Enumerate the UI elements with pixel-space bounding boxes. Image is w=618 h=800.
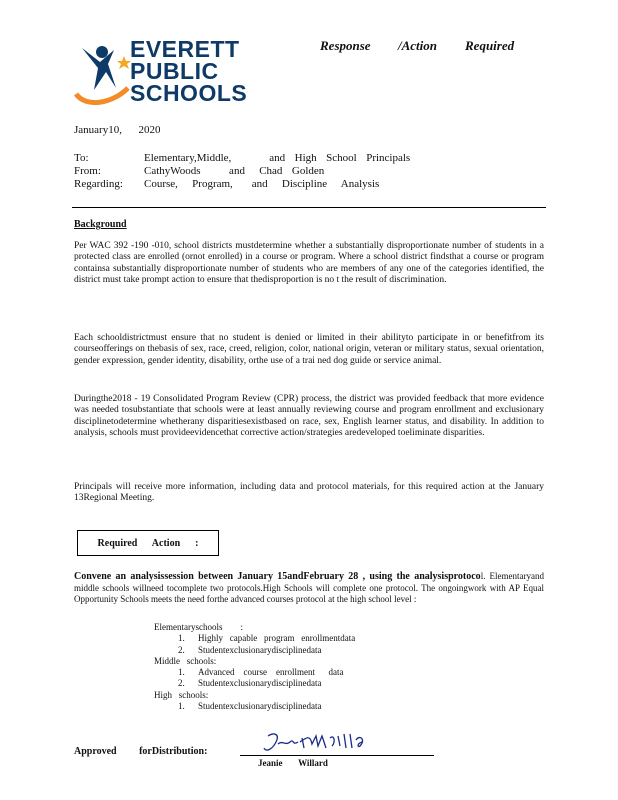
header-action: /Action [398, 38, 438, 53]
background-paragraph-2: Each schooldistrictmust ensure that no student is denied or limited in their abilityto participate in or benefitfrom its courseofferings on thebasis of sex, race, creed, religion, color, national origin, veteran or military status, sexual orientation, gender expression, gender identity, disability, orthe use of a trai ned dog guide or service animal. [74, 333, 544, 366]
list-item: High schools: [138, 690, 355, 701]
list-item: 2. Studentexclusionarydisciplinedata [178, 678, 322, 689]
header-response: Response [320, 38, 371, 53]
from-value: CathyWoods and Chad Golden [144, 165, 325, 177]
list-item: 2. Studentexclusionarydisciplinedata [178, 644, 322, 655]
memo-date: January10, 2020 [74, 124, 161, 136]
logo-figure-icon [72, 38, 132, 110]
required-action-label: Required Action : [97, 537, 199, 549]
list-item: Middle schools: [138, 656, 355, 667]
background-paragraph-4: Principals will receive more information, including data and protocol materials, for this required action at the January 13Regional Meeting. [74, 482, 544, 504]
header-required: Required [465, 38, 515, 53]
convene-rest: l. Elementaryand middle schools willneed tocomplete two protocols.High Schools will complete one protocol. The ongoingwork with AP Equal Opportunity Schools meets the need forthe advanced courses protocol at the high school level : [74, 571, 544, 604]
to-label: To: [74, 152, 89, 164]
to-value: Elementary,Middle, and High School Principals [144, 152, 411, 164]
background-heading: Background [74, 219, 127, 230]
school-category-list [138, 622, 355, 712]
district-logo [72, 38, 252, 110]
from-label: From: [74, 165, 101, 177]
list-item: 1. Advanced course enrollment data [178, 667, 344, 678]
regarding-label: Regarding: [74, 178, 123, 190]
list-item: 1. Studentexclusionarydisciplinedata [178, 701, 322, 712]
convene-lead: Convene an analysissession between January 15andFebruary 28 , using the analysisprotoco [74, 571, 481, 582]
background-paragraph-3: Duringthe2018 - 19 Consolidated Program Review (CPR) process, the district was provided feedback that more evidence was needed tosubstantiate that schools were at least annually reviewing course and program enrollment and exclusionary disciplinetodetermine whetherany disparitiesexistbased on race, sex, English learner status, and disability. In addition to analysis, schools must provideevidencethat corrective action/strategies aredeveloped toeliminate disparities. [74, 394, 544, 438]
approved-label: Approved forDistribution: [74, 746, 208, 757]
memo-header-block [74, 152, 410, 191]
bullet-icon [138, 690, 154, 701]
bullet-icon [138, 656, 154, 667]
list-item: Elementaryschools : [138, 622, 355, 633]
logo-wordmark: EVERETT PUBLIC SCHOOLS [130, 36, 248, 106]
bullet-icon [138, 622, 154, 633]
signer-name: Jeanie Willard [258, 758, 328, 768]
signature-image [262, 730, 372, 761]
list-item: 1. Highly capable program enrollmentdata [178, 633, 356, 644]
convene-paragraph [74, 571, 544, 606]
signature-line [240, 755, 434, 756]
divider [72, 207, 546, 208]
required-action-box [77, 530, 219, 556]
background-paragraph-1: Per WAC 392 -190 -010, school districts mustdetermine whether a substantially disproportionate number of students in a protected class are enrolled (ornot enrolled) in a course or program. Where a school district findsthat a course or program containsa substantially disproportionate number of students who are members of any one of the categories identified, the district must take prompt action to ensure that thedisproportion is no t the result of discrimination. [74, 241, 544, 285]
regarding-value: Course, Program, and Discipline Analysis [144, 178, 380, 190]
